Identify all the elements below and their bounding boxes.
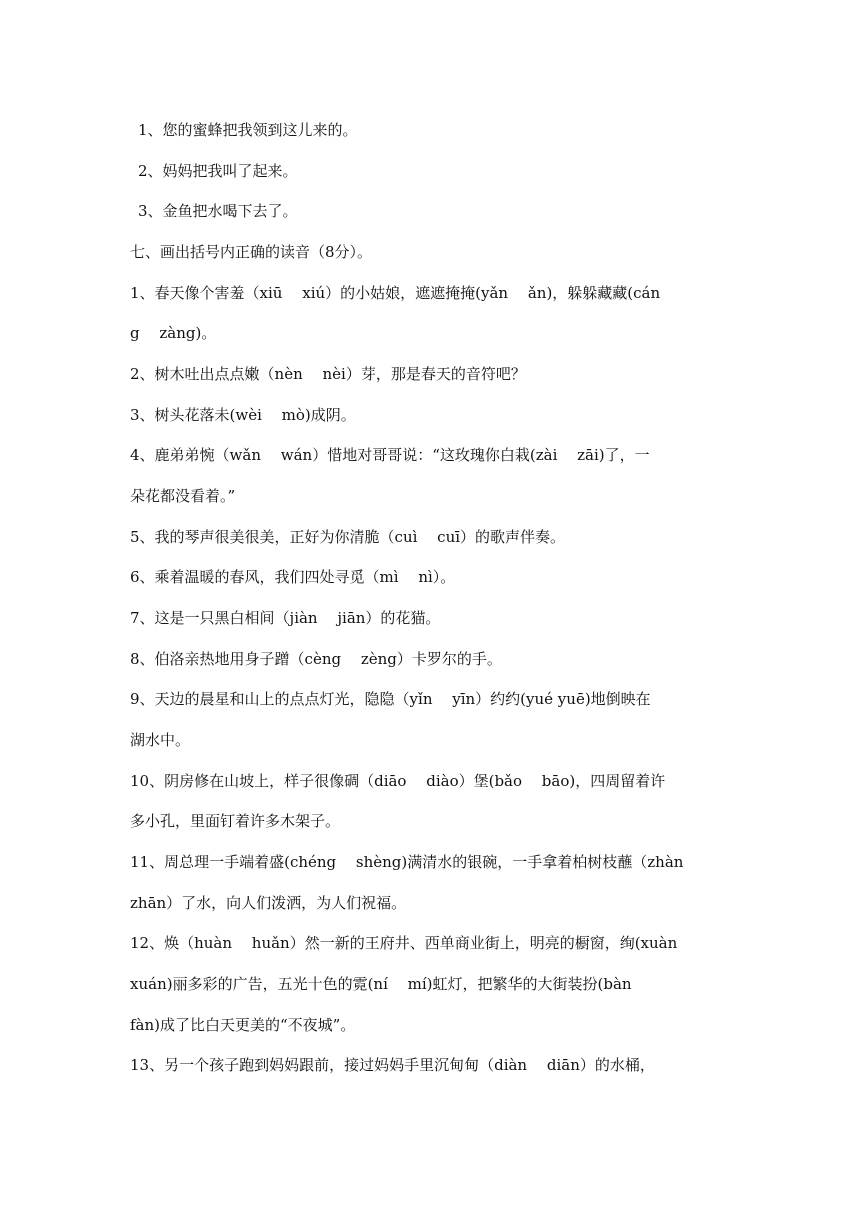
- text-line: fàn)成了比白天更美的“不夜城”。: [130, 1016, 356, 1034]
- text-line: 4、鹿弟弟惋（wǎn wán）惜地对哥哥说：“这玫瑰你白栽(zài zāi)了，一: [130, 446, 650, 464]
- text-line: 6、乘着温暖的春风，我们四处寻觅（mì nì）。: [130, 568, 456, 586]
- text-line: 9、天边的晨星和山上的点点灯光，隐隐（yǐn yīn）约约(yué yuē)地倒映在: [130, 690, 651, 708]
- text-line: xuán)丽多彩的广告，五光十色的霓(ní mí)虹灯，把繁华的大街装扮(bàn: [130, 975, 632, 993]
- text-line: 湖水中。: [130, 731, 191, 749]
- section-heading: 七、画出括号内正确的读音（8分）。: [130, 243, 373, 261]
- text-line: 多小孔，里面钉着许多木架子。: [130, 812, 341, 830]
- text-line: 11、周总理一手端着盛(chéng shèng)满清水的银碗，一手拿着柏树枝蘸（zhàn: [130, 853, 684, 871]
- text-line: 8、伯洛亲热地用身子蹭（cèng zèng）卡罗尔的手。: [130, 650, 502, 668]
- text-line: zhān）了水，向人们泼洒，为人们祝福。: [130, 894, 407, 912]
- text-line: 10、阴房修在山坡上，样子很像碉（diāo diào）堡(bǎo bāo)，四周留着许: [130, 772, 666, 790]
- text-line: 1、春天像个害羞（xiū xiú）的小姑娘，遮遮掩掩(yǎn ǎn)，躲躲藏藏(cán: [130, 284, 661, 302]
- text-line: 12、焕（huàn huǎn）然一新的王府井、西单商业街上，明亮的橱窗，绚(xuàn: [130, 934, 678, 952]
- text-line: 13、另一个孩子跑到妈妈跟前，接过妈妈手里沉甸甸（diàn diān）的水桶，: [130, 1056, 655, 1074]
- text-line: g zàng)。: [130, 324, 217, 342]
- text-line: 2、妈妈把我叫了起来。: [138, 162, 298, 180]
- text-line: 1、您的蜜蜂把我领到这儿来的。: [138, 121, 358, 139]
- text-line: 2、树木吐出点点嫩（nèn nèi）芽，那是春天的音符吧？: [130, 365, 526, 383]
- text-line: 7、这是一只黑白相间（jiàn jiān）的花猫。: [130, 609, 441, 627]
- text-line: 3、树头花落未(wèi mò)成阴。: [130, 406, 356, 424]
- text-line: 5、我的琴声很美很美，正好为你清脆（cuì cuī）的歌声伴奏。: [130, 528, 566, 546]
- text-line: 朵花都没看着。”: [130, 487, 236, 505]
- text-line: 3、金鱼把水喝下去了。: [138, 202, 298, 220]
